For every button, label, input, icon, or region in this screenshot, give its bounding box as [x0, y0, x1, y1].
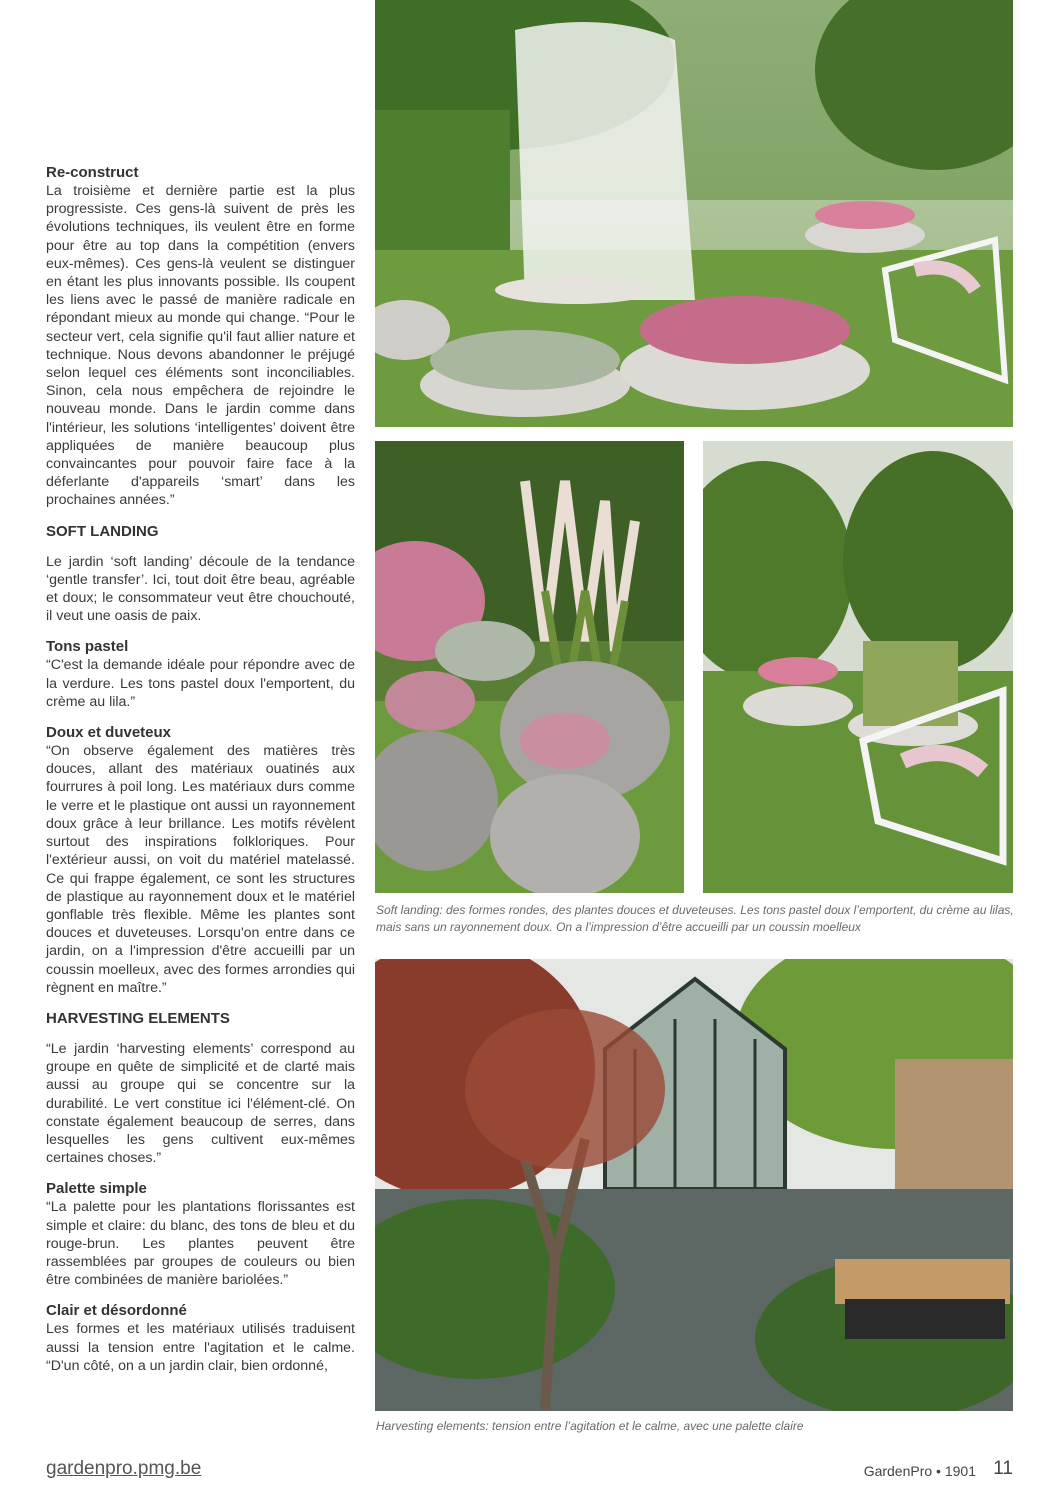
- article-column: [46, 164, 355, 1388]
- tons-pastel-heading: Tons pastel: [46, 638, 129, 656]
- footer-magazine-issue: GardenPro • 1901: [863, 1463, 976, 1479]
- reconstruct-block: [46, 164, 355, 510]
- harvesting-caption: Harvesting elements: tension entre l’agitation et le calme, avec une palette claire: [376, 1419, 804, 1433]
- palette-block: [46, 1180, 355, 1289]
- reconstruct-heading: Re-construct: [46, 164, 139, 181]
- tons-pastel-text: “C'est la demande idéale pour répondre avec de la verdure. Les tons pastel doux l'emportent, du crème au lila.”: [46, 657, 355, 710]
- garden-photo-top: [375, 0, 1013, 427]
- page-number: 11: [993, 1458, 1013, 1479]
- reconstruct-text: La troisième et dernière partie est la plus progressiste. Ces gens-là suivent de près les évolutions techniques, ils veulent être en forme pour être au top dans la compétition (envers eux-mêmes). Ces gens-là veulent se distinguer en étant les plus innovants possible. Ils coupent les liens avec le passé de manière radicale en répondant mieux au monde qui change. “Pour le secteur vert, cela signifie qu'il faut allier nature et technique. Nous devons abandonner le préjugé selon lequel ces éléments sont inconciliables. Sinon, cela nous empêchera de rejoindre le nouveau monde. Dans le jardin comme dans l'intérieur, les solutions ‘intelligentes’ doivent être appliquées de manière beaucoup plus convaincantes pour pouvoir faire face à la déferlante d'appareils ‘smart’ dans les prochaines années.”: [46, 183, 355, 509]
- clair-block: [46, 1302, 355, 1375]
- harvesting-heading: HARVESTING ELEMENTS: [46, 1009, 230, 1027]
- palette-text: “La palette pour les plantations florissantes est simple et claire: du blanc, des tons de bleu et du rouge-brun. Les plantes peuvent être rassemblées par groupes de couleurs ou bien être combinées de manière bariolées.”: [46, 1199, 355, 1289]
- planters-photo: [375, 441, 684, 893]
- doux-text: “On observe également des matières très douces, allant des matériaux ouatinés aux fourrures à poil long. Les matériaux durs comme le verre et le plastique ont aussi un rayonnement doux grâce à leur brillance. Les motifs révèlent surtout des inspirations folkloriques. Pour l'extérieur aussi, on voit du matériel matelassé. Ce qui frappe également, ce sont les structures de plastique au rayonnement doux et le matériel gonflable très flexible. Même les plantes sont douces et duveteuses. Lorsqu'on entre dans ce jardin, on a l'impression d'être accueilli par un coussin moelleux, avec des formes arrondies qui règnent en maître.”: [46, 743, 355, 996]
- lawn-photo: [703, 441, 1013, 893]
- soft-landing-caption: Soft landing: des formes rondes, des plantes douces et duveteuses. Les tons pastel doux l’emportent, du crème au lilas, mais sans un rayonnement doux. On a l’impression d’être accueilli par un coussin moelleux: [376, 903, 1014, 934]
- tons-pastel-block: [46, 638, 355, 711]
- clair-text: Les formes et les matériaux utilisés traduisent aussi la tension entre l'agitation et le calme. “D'un côté, on a un jardin clair, bien ordonné,: [46, 1321, 355, 1374]
- soft-landing-block: [46, 523, 355, 626]
- doux-block: [46, 724, 355, 997]
- palette-heading: Palette simple: [46, 1180, 147, 1198]
- greenhouse-photo: [375, 959, 1013, 1411]
- footer-url[interactable]: gardenpro.pmg.be: [46, 1458, 202, 1479]
- doux-heading: Doux et duveteux: [46, 724, 172, 742]
- soft-landing-text: Le jardin ‘soft landing’ découle de la tendance ‘gentle transfer’. Ici, tout doit être beau, agréable et doux; le consommateur veut être chouchouté, il veut une oasis de paix.: [46, 553, 355, 625]
- harvesting-text: “Le jardin ‘harvesting elements’ correspond au groupe en quête de simplicité et de clarté mais aussi au groupe qui se concentre sur la durabilité. Le vert constitue ici l'élément-clé. On constate également beaucoup de serres, dans lesquelles les gens cultivent eux-mêmes certaines choses.”: [46, 1040, 355, 1167]
- clair-heading: Clair et désordonné: [46, 1302, 187, 1320]
- soft-landing-heading: SOFT LANDING: [46, 522, 159, 540]
- harvesting-block: [46, 1010, 355, 1167]
